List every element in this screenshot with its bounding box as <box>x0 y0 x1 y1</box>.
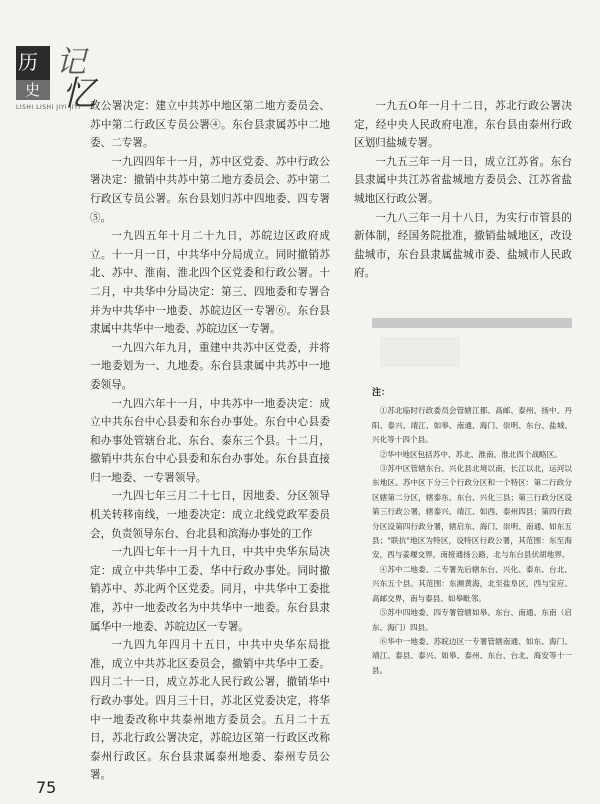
notes-title: 注： <box>372 388 391 398</box>
paragraph: 一九四六年九月，重建中共苏中区党委，并将一地委划为一、九地委。东台县隶属中共苏中一地委领导。 <box>90 341 330 391</box>
decorative-shadow <box>380 337 460 367</box>
logo-char-li: 历 <box>18 50 38 74</box>
paragraph: 一九四六年十一月，中共苏中一地委决定：成立中共东台中心县委和东台办事处。东台中心县委和办事处管辖台北、东台、泰东三个县。十二月，撤销中共东台中心县委和东台办事处。东台县直接归一地委、一专署领导。 <box>90 397 330 484</box>
page-number: 75 <box>36 778 57 797</box>
paragraph: 一九四七年三月二十七日，因地委、分区领导机关转移南线，一地委决定：成立北线党政军委员会，负责领导东台、台北县和滨海办事处的工作 <box>90 490 330 540</box>
paragraph: 一九五三年一月一日，成立江苏省。东台县隶属中共江苏省盐城地方委员会、江苏省盐城地区行政公署。 <box>354 155 572 205</box>
note-item: ②华中地区包括苏中、苏北、淮南、淮北四个战略区。 <box>379 449 562 459</box>
paragraph: 一九四七年十一月十九日，中共中央华东局决定：成立中共华中工委、华中行政办事处。同时撤销苏中、苏北两个区党委。同月，中共华中工委批准，苏中一地委改名为中共华中一地委。东台县隶属华中一地委、苏皖边区一专署。 <box>90 546 330 633</box>
paragraph: 政公署决定：建立中共苏中地区第二地方委员会、苏中第二行政区专员公署④。东台县隶属苏中二地委、二专署。 <box>90 100 330 150</box>
note-item: ⑥华中一地委、苏皖边区一专署管辖南通、如东、海门、靖江、泰县、泰兴、如皋、泰州、东台、台北、海安等十一县。 <box>372 636 572 675</box>
paragraph: 一九八三年一月十八日，为实行市管县的新体制，经国务院批准，撤销盐城地区，改设盐城市，东台县隶属盐城市委、盐城市人民政府。 <box>354 211 572 280</box>
right-text-column <box>354 97 572 283</box>
paragraph: 一九四五年十月二十九日，苏皖边区政府成立。十一月一日，中共华中分局成立。同时撤销苏北、苏中、淮南、淮北四个区党委和行政公署。十二月，中共华中分局决定：第三、四地委和专署合并为中共华中一地委、苏皖边区一专署⑥。东台县隶属中共华中一地委、苏皖边区一专署。 <box>90 230 330 336</box>
logo-pinyin: LISHI LISHI JIYI JIYI <box>16 104 81 111</box>
note-item: ③苏中区管辖东台、兴化县北境以南，长江以北，运河以东地区。苏中区下分三个行政分区和一个特区：第二行政分区辖第二分区，辖泰东、东台、兴化三县；第三行政分区设第三行政公署，辖泰兴、靖江、如西、泰州四县；第四行政分区设第四行政分署，辖启东、海门、崇明、南通、如东五县；"联抗"地区为特区，设特区行政公署，其范围：东至海安，西与姜堰交界，南接通扬公路，北与东台县伏胡地界。 <box>372 464 572 560</box>
notes-section <box>372 386 572 678</box>
column-logo <box>16 45 96 116</box>
note-item: ④苏中二地委、二专署先后辖东台、兴化、泰东、台北、兴东五个县。其范围：东濒黄海，北至盐阜区，西与宝应、高邮交界，南与泰县、如皋毗邻。 <box>372 564 572 603</box>
note-item: ⑤苏中四地委、四专署管辖如皋、东台、南通、东南（启东、海门）四县。 <box>372 608 572 632</box>
logo-char-ji: 记 <box>56 45 86 80</box>
paragraph: 一九五O年一月十二日，苏北行政公署决定，经中央人民政府电准，东台县由泰州行政区划归盐城专署。 <box>354 100 572 150</box>
note-item: ①苏北临时行政委员会管辖江都、高邮、泰州、扬中、丹阳、泰兴、靖江、如皋、南通、海门、崇明、东台、盐城、兴化等十四个县。 <box>372 406 572 445</box>
paragraph: 一九四九年四月十五日，中共中央华东局批准，成立中共苏北区委员会，撤销中共华中工委。四月二十一日，成立苏北人民行政公署，撤销华中行政办事处。四月三十日，苏北区党委决定，将华中一地委改称中共泰州地方委员会。五月二十五日，苏北行政公署决定，苏皖边区第一行政区改称泰州行政区。东台县隶属泰州地委、泰州专员公署。 <box>90 639 330 782</box>
left-text-column <box>90 97 330 785</box>
paragraph: 一九四四年十一月，苏中区党委、苏中行政公署决定：撤销中共苏中第二地方委员会、苏中第二行政区专员公署。东台县划归苏中四地委、四专署⑤。 <box>90 155 330 224</box>
logo-char-shi: 史 <box>25 81 41 99</box>
decorative-divider <box>372 318 572 328</box>
logo-char-yi: 忆 <box>62 74 96 114</box>
